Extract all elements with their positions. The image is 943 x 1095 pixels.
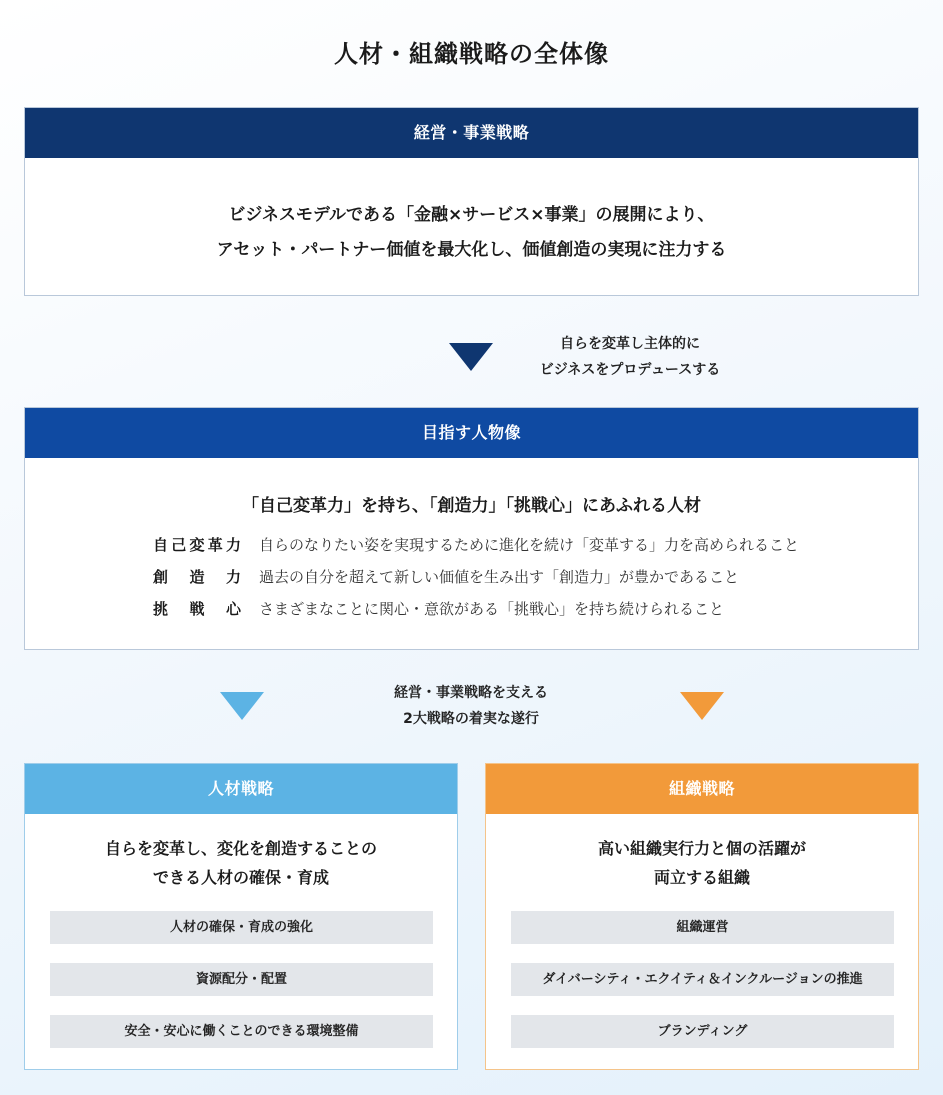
- definition-desc: 自らのなりたい姿を実現するために進化を続け「変革する」力を高められること: [259, 536, 800, 554]
- definition-desc: さまざまなことに関心・意欲がある「挑戦心」を持ち続けられること: [259, 600, 725, 618]
- ideal-person-header: 目指す人物像: [25, 408, 918, 458]
- org-strategy-item: 組織運営: [511, 911, 894, 944]
- headline-line: 自らを変革し、変化を創造することの: [104, 839, 377, 858]
- connector-line: 2大戦略の着実な遂行: [403, 711, 539, 727]
- connector-line: ビジネスをプロデュースする: [539, 362, 721, 378]
- connector-line: 経営・事業戦略を支える: [394, 685, 548, 701]
- ideal-person-box: [24, 407, 919, 650]
- down-arrow-blue-icon: [220, 692, 264, 720]
- business-strategy-line: ビジネスモデルである「金融×サービス×事業」の展開により、: [228, 205, 715, 225]
- headline-line: できる人材の確保・育成: [152, 868, 329, 887]
- definition-list: [153, 529, 799, 625]
- org-strategy-header: 組織戦略: [486, 764, 918, 814]
- page-title: 人材・組織戦略の全体像: [334, 39, 609, 68]
- connector-text-1: [500, 331, 760, 383]
- definition-term: 創造力: [153, 568, 241, 586]
- org-strategy-item: ダイバーシティ・エクイティ＆インクルージョンの推進: [511, 963, 894, 996]
- business-strategy-body: [25, 158, 918, 268]
- connector-text-2: [321, 680, 621, 732]
- hr-strategy-item: 安全・安心に働くことのできる環境整備: [50, 1015, 433, 1048]
- hr-strategy-items: [50, 911, 433, 1067]
- definition-row: [153, 593, 799, 625]
- headline-line: 高い組織実行力と個の活躍が: [597, 839, 806, 858]
- connector-line: 自らを変革し主体的に: [560, 336, 700, 352]
- definition-desc: 過去の自分を超えて新しい価値を生み出す「創造力」が豊かであること: [259, 568, 740, 586]
- down-arrow-navy-icon: [449, 343, 493, 371]
- definition-row: [153, 529, 799, 561]
- definition-term: 自己変革力: [153, 536, 241, 554]
- org-strategy-items: [511, 911, 894, 1067]
- headline-line: 両立する組織: [653, 868, 750, 887]
- hr-strategy-headline: [25, 834, 457, 892]
- definition-term: 挑戦心: [153, 600, 241, 618]
- hr-strategy-box: [24, 763, 458, 1070]
- business-strategy-line: アセット・パートナー価値を最大化し、価値創造の実現に注力する: [216, 240, 727, 260]
- hr-strategy-item: 資源配分・配置: [50, 963, 433, 996]
- org-strategy-box: [485, 763, 919, 1070]
- down-arrow-orange-icon: [680, 692, 724, 720]
- business-strategy-header: 経営・事業戦略: [25, 108, 918, 158]
- org-strategy-item: ブランディング: [511, 1015, 894, 1048]
- ideal-person-headline: 「自己変革力」を持ち、「創造力」「挑戦心」にあふれる人材: [242, 496, 701, 516]
- hr-strategy-item: 人材の確保・育成の強化: [50, 911, 433, 944]
- hr-strategy-header: 人材戦略: [25, 764, 457, 814]
- business-strategy-box: [24, 107, 919, 296]
- org-strategy-headline: [486, 834, 918, 892]
- definition-row: [153, 561, 799, 593]
